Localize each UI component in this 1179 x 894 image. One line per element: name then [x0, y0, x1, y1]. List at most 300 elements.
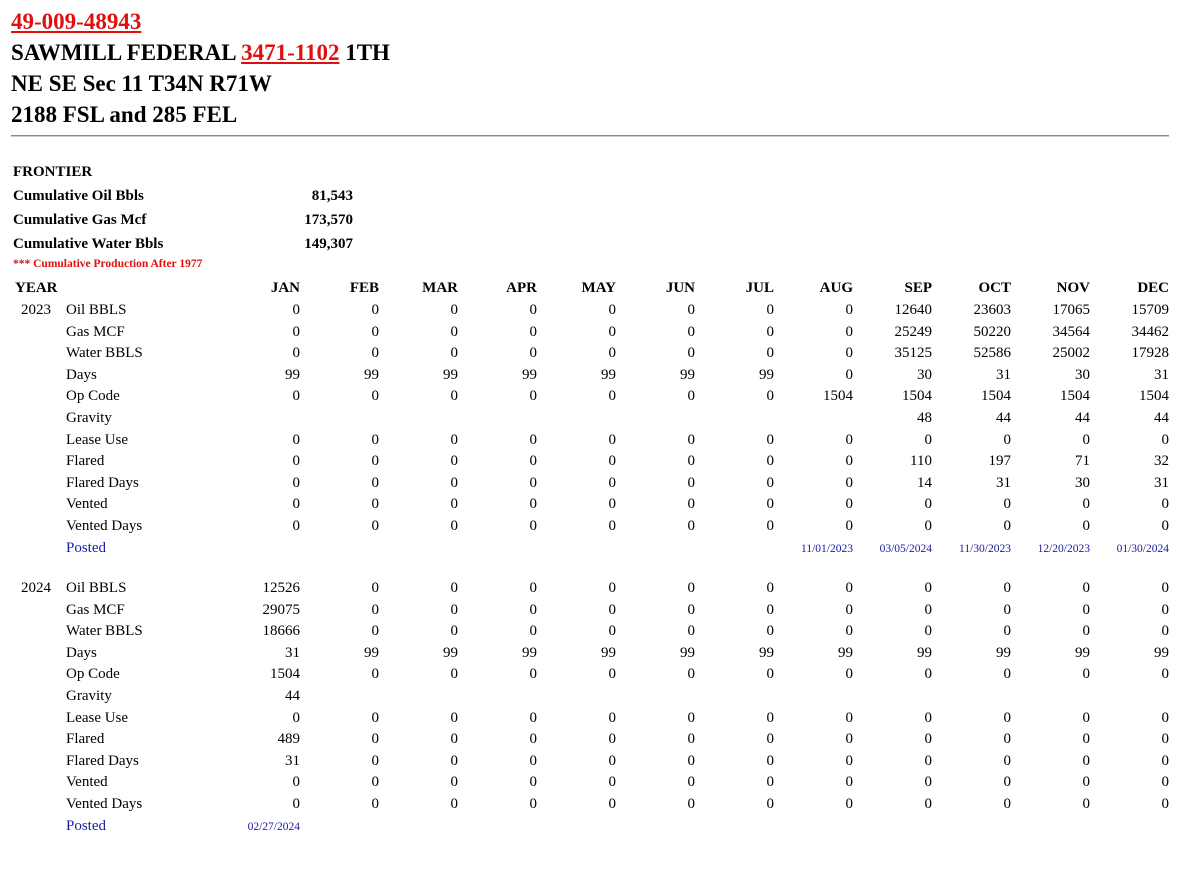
cell-vented: 0 [292, 496, 300, 513]
cell-vented-days: 0 [292, 796, 300, 812]
cell-vented: 0 [766, 774, 774, 791]
cell-lease-use: 0 [608, 709, 616, 726]
cell-oil-bbls: 0 [292, 302, 300, 318]
cell-vented-days: 0 [766, 796, 774, 812]
cell-vented: 0 [687, 496, 695, 513]
cell-water-bbls: 0 [845, 345, 853, 362]
cell-water-bbls: 17928 [1131, 345, 1169, 362]
cell-days: 99 [443, 366, 458, 383]
cell-days: 99 [996, 644, 1011, 661]
month-header-apr: APR [506, 280, 537, 296]
cell-oil-bbls: 12640 [894, 302, 932, 318]
cell-water-bbls: 0 [529, 345, 537, 362]
cell-oil-bbls: 0 [529, 302, 537, 318]
cell-oil-bbls: 0 [1003, 580, 1011, 596]
cell-flared: 0 [766, 453, 774, 470]
month-header-dec: DEC [1137, 280, 1169, 296]
cell-water-bbls: 0 [371, 345, 379, 362]
cell-gas-mcf: 0 [371, 323, 379, 340]
row-label-flared: Flared [66, 731, 105, 748]
cell-flared: 0 [371, 453, 379, 470]
cell-lease-use: 0 [766, 431, 774, 448]
cell-gas-mcf: 29075 [262, 601, 300, 618]
cell-op-code: 0 [529, 666, 537, 683]
year-label: 2024 [21, 580, 51, 596]
cell-water-bbls: 0 [1082, 623, 1090, 640]
cell-days: 30 [1075, 366, 1090, 383]
month-header-jan: JAN [270, 280, 300, 296]
cell-lease-use: 0 [687, 709, 695, 726]
cell-vented: 0 [529, 496, 537, 513]
cell-water-bbls: 0 [608, 345, 616, 362]
cell-vented-days: 0 [845, 518, 853, 534]
cell-gas-mcf: 0 [1082, 601, 1090, 618]
cell-flared-days: 0 [1003, 752, 1011, 769]
cell-oil-bbls: 15709 [1131, 302, 1169, 318]
cell-vented-days: 0 [924, 518, 932, 534]
cell-flared: 0 [529, 453, 537, 470]
cell-vented-days: 0 [1082, 796, 1090, 812]
cell-vented: 0 [924, 496, 932, 513]
cell-days: 99 [838, 644, 853, 661]
cumulative-gas-label: Cumulative Gas Mcf [13, 212, 147, 228]
cell-vented: 0 [845, 496, 853, 513]
month-header-oct: OCT [978, 280, 1011, 296]
cell-water-bbls: 0 [845, 623, 853, 640]
well-name [11, 37, 390, 68]
cell-flared: 0 [1082, 731, 1090, 748]
cell-vented: 0 [371, 496, 379, 513]
cell-op-code: 0 [292, 388, 300, 405]
cell-op-code: 0 [845, 666, 853, 683]
cell-water-bbls: 0 [687, 345, 695, 362]
cell-vented: 0 [371, 774, 379, 791]
cell-op-code: 0 [1082, 666, 1090, 683]
cell-flared: 0 [845, 453, 853, 470]
cell-vented: 0 [1161, 496, 1169, 513]
year-column-header: YEAR [15, 280, 58, 296]
cell-vented-days: 0 [1082, 518, 1090, 534]
cell-lease-use: 0 [845, 431, 853, 448]
cumulative-gas-row [13, 208, 373, 232]
cell-water-bbls: 0 [766, 623, 774, 640]
cell-vented-days: 0 [371, 518, 379, 534]
cell-flared: 0 [529, 731, 537, 748]
row-label-gas-mcf: Gas MCF [66, 601, 125, 618]
row-label-flared-days: Flared Days [66, 474, 139, 491]
cell-flared-days: 0 [450, 752, 458, 769]
cell-days: 99 [364, 644, 379, 661]
well-name-suffix: 1TH [345, 40, 390, 65]
cell-days: 99 [759, 644, 774, 661]
cell-op-code: 0 [608, 388, 616, 405]
cell-lease-use: 0 [529, 709, 537, 726]
row-label-water-bbls: Water BBLS [66, 623, 143, 640]
cell-oil-bbls: 0 [529, 580, 537, 596]
month-header-nov: NOV [1056, 280, 1090, 296]
cell-water-bbls: 52586 [973, 345, 1011, 362]
well-code-link[interactable]: 3471-1102 [241, 40, 340, 65]
cell-vented-days: 0 [529, 796, 537, 812]
cell-oil-bbls: 0 [845, 302, 853, 318]
posted-date: 12/20/2023 [1037, 542, 1090, 555]
row-label-oil-bbls: Oil BBLS [66, 580, 127, 596]
cell-gas-mcf: 0 [687, 601, 695, 618]
row-label-gravity: Gravity [66, 688, 112, 704]
posted-date: 11/30/2023 [959, 542, 1011, 555]
row-label-posted: Posted [66, 817, 107, 834]
cumulative-oil-row [13, 184, 373, 208]
cell-vented: 0 [608, 774, 616, 791]
cell-vented-days: 0 [450, 796, 458, 812]
cell-op-code: 0 [450, 666, 458, 683]
formation-name: FRONTIER [13, 164, 93, 180]
cell-flared-days: 0 [766, 752, 774, 769]
cell-vented: 0 [529, 774, 537, 791]
cell-flared-days: 0 [687, 474, 695, 491]
cell-lease-use: 0 [845, 709, 853, 726]
cell-flared: 489 [277, 731, 300, 748]
year-label: 2023 [21, 302, 51, 318]
cell-vented-days: 0 [608, 796, 616, 812]
cell-days: 31 [996, 366, 1011, 383]
cell-vented-days: 0 [766, 518, 774, 534]
cell-gas-mcf: 25249 [894, 323, 932, 340]
cell-lease-use: 0 [687, 431, 695, 448]
cell-flared-days: 0 [371, 474, 379, 491]
cell-vented-days: 0 [1161, 518, 1169, 534]
row-label-water-bbls: Water BBLS [66, 345, 143, 362]
cell-flared-days: 30 [1075, 474, 1090, 491]
cell-vented: 0 [608, 496, 616, 513]
cell-lease-use: 0 [529, 431, 537, 448]
cell-flared-days: 0 [924, 752, 932, 769]
cell-oil-bbls: 0 [1161, 580, 1169, 596]
cell-flared: 0 [1161, 731, 1169, 748]
cell-lease-use: 0 [1003, 431, 1011, 448]
cell-flared: 0 [924, 731, 932, 748]
cell-flared-days: 0 [608, 474, 616, 491]
cell-vented-days: 0 [608, 518, 616, 534]
cell-oil-bbls: 23603 [973, 302, 1011, 318]
cell-vented: 0 [450, 774, 458, 791]
cell-water-bbls: 0 [529, 623, 537, 640]
well-location: NE SE Sec 11 T34N R71W [11, 71, 272, 96]
well-header [11, 6, 390, 130]
cell-flared-days: 0 [1082, 752, 1090, 769]
cumulative-water-label: Cumulative Water Bbls [13, 236, 164, 252]
cell-op-code: 0 [1161, 666, 1169, 683]
cell-op-code: 0 [450, 388, 458, 405]
cell-days: 31 [285, 644, 300, 661]
cell-gas-mcf: 0 [529, 323, 537, 340]
cell-water-bbls: 0 [608, 623, 616, 640]
cell-lease-use: 0 [292, 431, 300, 448]
row-label-gravity: Gravity [66, 410, 112, 426]
cell-gas-mcf: 0 [608, 601, 616, 618]
row-label-days: Days [66, 366, 97, 383]
well-footage: 2188 FSL and 285 FEL [11, 102, 238, 127]
cell-water-bbls: 0 [924, 623, 932, 640]
posted-date: 11/01/2023 [801, 542, 853, 555]
row-label-op-code: Op Code [66, 388, 120, 405]
cell-vented-days: 0 [529, 518, 537, 534]
month-header-sep: SEP [904, 280, 932, 296]
cell-flared: 0 [450, 453, 458, 470]
row-label-vented: Vented [66, 496, 108, 513]
cell-op-code: 1504 [1060, 388, 1090, 405]
header-divider [11, 135, 1169, 137]
cell-water-bbls: 0 [450, 345, 458, 362]
cell-water-bbls: 0 [371, 623, 379, 640]
cell-days: 99 [680, 644, 695, 661]
cell-gas-mcf: 0 [529, 601, 537, 618]
cell-op-code: 1504 [981, 388, 1011, 405]
cell-flared-days: 14 [917, 474, 932, 491]
cell-oil-bbls: 0 [371, 302, 379, 318]
row-label-gas-mcf: Gas MCF [66, 323, 125, 340]
cell-lease-use: 0 [924, 431, 932, 448]
cell-flared-days: 0 [766, 474, 774, 491]
cell-flared: 0 [845, 731, 853, 748]
cell-op-code: 1504 [823, 388, 853, 405]
cell-oil-bbls: 0 [845, 580, 853, 596]
cell-gas-mcf: 0 [845, 601, 853, 618]
cell-water-bbls: 18666 [262, 623, 300, 640]
cell-flared: 197 [988, 453, 1011, 470]
cell-water-bbls: 0 [292, 345, 300, 362]
row-label-op-code: Op Code [66, 666, 120, 683]
cell-flared-days: 0 [1161, 752, 1169, 769]
cell-days: 99 [522, 366, 537, 383]
cell-lease-use: 0 [292, 709, 300, 726]
cell-days: 99 [443, 644, 458, 661]
cell-oil-bbls: 0 [1082, 580, 1090, 596]
cell-oil-bbls: 0 [766, 302, 774, 318]
cell-lease-use: 0 [450, 709, 458, 726]
cell-vented-days: 0 [687, 796, 695, 812]
cell-water-bbls: 0 [1003, 623, 1011, 640]
month-header-jun: JUN [665, 280, 695, 296]
cell-gas-mcf: 0 [1003, 601, 1011, 618]
cell-op-code: 1504 [1139, 388, 1169, 405]
cell-gas-mcf: 50220 [973, 323, 1011, 340]
cell-flared: 0 [292, 453, 300, 470]
cell-flared-days: 0 [845, 474, 853, 491]
cell-flared: 110 [910, 453, 932, 470]
cell-flared: 71 [1075, 453, 1090, 470]
cell-gas-mcf: 34462 [1131, 323, 1169, 340]
cell-water-bbls: 0 [450, 623, 458, 640]
cell-lease-use: 0 [608, 431, 616, 448]
cell-gas-mcf: 0 [450, 323, 458, 340]
cell-vented: 0 [1161, 774, 1169, 791]
cell-op-code: 0 [687, 666, 695, 683]
cell-vented: 0 [1082, 774, 1090, 791]
cell-flared: 0 [608, 731, 616, 748]
cell-oil-bbls: 0 [687, 580, 695, 596]
cell-vented: 0 [1003, 774, 1011, 791]
cell-vented: 0 [766, 496, 774, 513]
cell-lease-use: 0 [1082, 709, 1090, 726]
cell-flared: 0 [687, 453, 695, 470]
cell-days: 99 [364, 366, 379, 383]
well-name-prefix: SAWMILL FEDERAL [11, 40, 236, 65]
cell-gas-mcf: 0 [766, 323, 774, 340]
row-label-posted: Posted [66, 539, 107, 556]
cell-oil-bbls: 0 [608, 302, 616, 318]
cell-op-code: 0 [371, 388, 379, 405]
cell-flared-days: 0 [529, 752, 537, 769]
cell-water-bbls: 0 [766, 345, 774, 362]
cell-flared-days: 0 [371, 752, 379, 769]
cell-op-code: 0 [766, 388, 774, 405]
cell-op-code: 0 [687, 388, 695, 405]
cell-gravity: 44 [996, 410, 1011, 426]
cell-gravity: 48 [917, 410, 932, 426]
cell-vented-days: 0 [371, 796, 379, 812]
cell-flared: 0 [371, 731, 379, 748]
cumulative-note: *** Cumulative Production After 1977 [13, 258, 203, 270]
cell-days: 99 [1154, 644, 1169, 661]
cell-vented-days: 0 [687, 518, 695, 534]
cell-water-bbls: 35125 [894, 345, 932, 362]
cell-flared-days: 31 [996, 474, 1011, 491]
cell-vented-days: 0 [924, 796, 932, 812]
cumulative-oil-value: 81,543 [311, 188, 353, 204]
cell-flared-days: 0 [529, 474, 537, 491]
cell-days: 99 [759, 366, 774, 383]
cell-days: 99 [285, 366, 300, 383]
cell-op-code: 0 [371, 666, 379, 683]
cell-flared-days: 0 [687, 752, 695, 769]
cell-oil-bbls: 0 [766, 580, 774, 596]
row-label-flared-days: Flared Days [66, 752, 139, 769]
cell-oil-bbls: 0 [450, 580, 458, 596]
cell-gas-mcf: 0 [371, 601, 379, 618]
cell-water-bbls: 0 [1161, 623, 1169, 640]
cell-gravity: 44 [1075, 410, 1090, 426]
cell-gravity: 44 [1154, 410, 1169, 426]
cell-flared: 0 [608, 453, 616, 470]
cell-gas-mcf: 34564 [1052, 323, 1090, 340]
cell-oil-bbls: 12526 [262, 580, 300, 596]
cell-lease-use: 0 [450, 431, 458, 448]
cell-days: 99 [680, 366, 695, 383]
month-header-mar: MAR [422, 280, 458, 296]
cell-oil-bbls: 0 [608, 580, 616, 596]
cell-vented: 0 [1003, 496, 1011, 513]
cumulative-water-value: 149,307 [304, 236, 353, 252]
cell-vented: 0 [292, 774, 300, 791]
cell-vented-days: 0 [1161, 796, 1169, 812]
month-header-may: MAY [581, 280, 616, 296]
cell-op-code: 0 [766, 666, 774, 683]
cell-days: 99 [917, 644, 932, 661]
cell-op-code: 0 [1003, 666, 1011, 683]
cell-flared: 0 [687, 731, 695, 748]
cell-gravity: 44 [285, 688, 300, 704]
cell-flared-days: 31 [1154, 474, 1169, 491]
cell-op-code: 1504 [902, 388, 932, 405]
row-label-oil-bbls: Oil BBLS [66, 302, 127, 318]
cell-flared-days: 0 [608, 752, 616, 769]
cell-vented: 0 [450, 496, 458, 513]
cell-days: 30 [917, 366, 932, 383]
cell-vented-days: 0 [845, 796, 853, 812]
cell-gas-mcf: 0 [450, 601, 458, 618]
cell-gas-mcf: 0 [292, 323, 300, 340]
cumulative-water-row [13, 232, 373, 256]
row-label-lease-use: Lease Use [66, 431, 129, 448]
cell-flared: 0 [1003, 731, 1011, 748]
cell-vented-days: 0 [1003, 518, 1011, 534]
cell-vented: 0 [924, 774, 932, 791]
cell-days: 31 [1154, 366, 1169, 383]
cell-days: 99 [1075, 644, 1090, 661]
cell-gas-mcf: 0 [687, 323, 695, 340]
posted-date: 02/27/2024 [247, 820, 300, 833]
cell-flared-days: 31 [285, 752, 300, 769]
row-label-flared: Flared [66, 453, 105, 470]
cell-gas-mcf: 0 [924, 601, 932, 618]
cell-days: 99 [601, 366, 616, 383]
cell-lease-use: 0 [924, 709, 932, 726]
cell-flared-days: 0 [292, 474, 300, 491]
row-label-vented: Vented [66, 774, 108, 791]
cell-gas-mcf: 0 [845, 323, 853, 340]
cell-vented-days: 0 [1003, 796, 1011, 812]
cumulative-oil-label: Cumulative Oil Bbls [13, 188, 144, 204]
row-label-days: Days [66, 644, 97, 661]
cell-gas-mcf: 0 [766, 601, 774, 618]
cell-flared: 32 [1154, 453, 1169, 470]
cumulative-summary [13, 160, 373, 256]
cell-oil-bbls: 0 [687, 302, 695, 318]
cell-lease-use: 0 [1161, 431, 1169, 448]
row-label-vented-days: Vented Days [66, 518, 143, 534]
cell-oil-bbls: 0 [924, 580, 932, 596]
row-label-vented-days: Vented Days [66, 796, 143, 812]
cell-gas-mcf: 0 [1161, 601, 1169, 618]
cell-vented: 0 [1082, 496, 1090, 513]
posted-date: 03/05/2024 [879, 542, 932, 555]
month-header-feb: FEB [349, 280, 379, 296]
cell-gas-mcf: 0 [608, 323, 616, 340]
cell-lease-use: 0 [1161, 709, 1169, 726]
cell-vented-days: 0 [292, 518, 300, 534]
cell-op-code: 0 [608, 666, 616, 683]
cumulative-gas-value: 173,570 [304, 212, 353, 228]
cell-days: 0 [845, 366, 853, 383]
cell-oil-bbls: 17065 [1052, 302, 1090, 318]
cell-days: 99 [522, 644, 537, 661]
row-label-lease-use: Lease Use [66, 709, 129, 726]
cell-vented: 0 [845, 774, 853, 791]
cell-lease-use: 0 [1003, 709, 1011, 726]
cell-flared: 0 [450, 731, 458, 748]
posted-date: 01/30/2024 [1116, 542, 1169, 555]
api-number-link[interactable]: 49-009-48943 [11, 9, 142, 34]
cell-lease-use: 0 [1082, 431, 1090, 448]
cell-vented: 0 [687, 774, 695, 791]
cell-lease-use: 0 [371, 709, 379, 726]
month-header-aug: AUG [819, 280, 853, 296]
cell-vented-days: 0 [450, 518, 458, 534]
cell-op-code: 1504 [270, 666, 300, 683]
cell-flared: 0 [766, 731, 774, 748]
cell-days: 99 [601, 644, 616, 661]
